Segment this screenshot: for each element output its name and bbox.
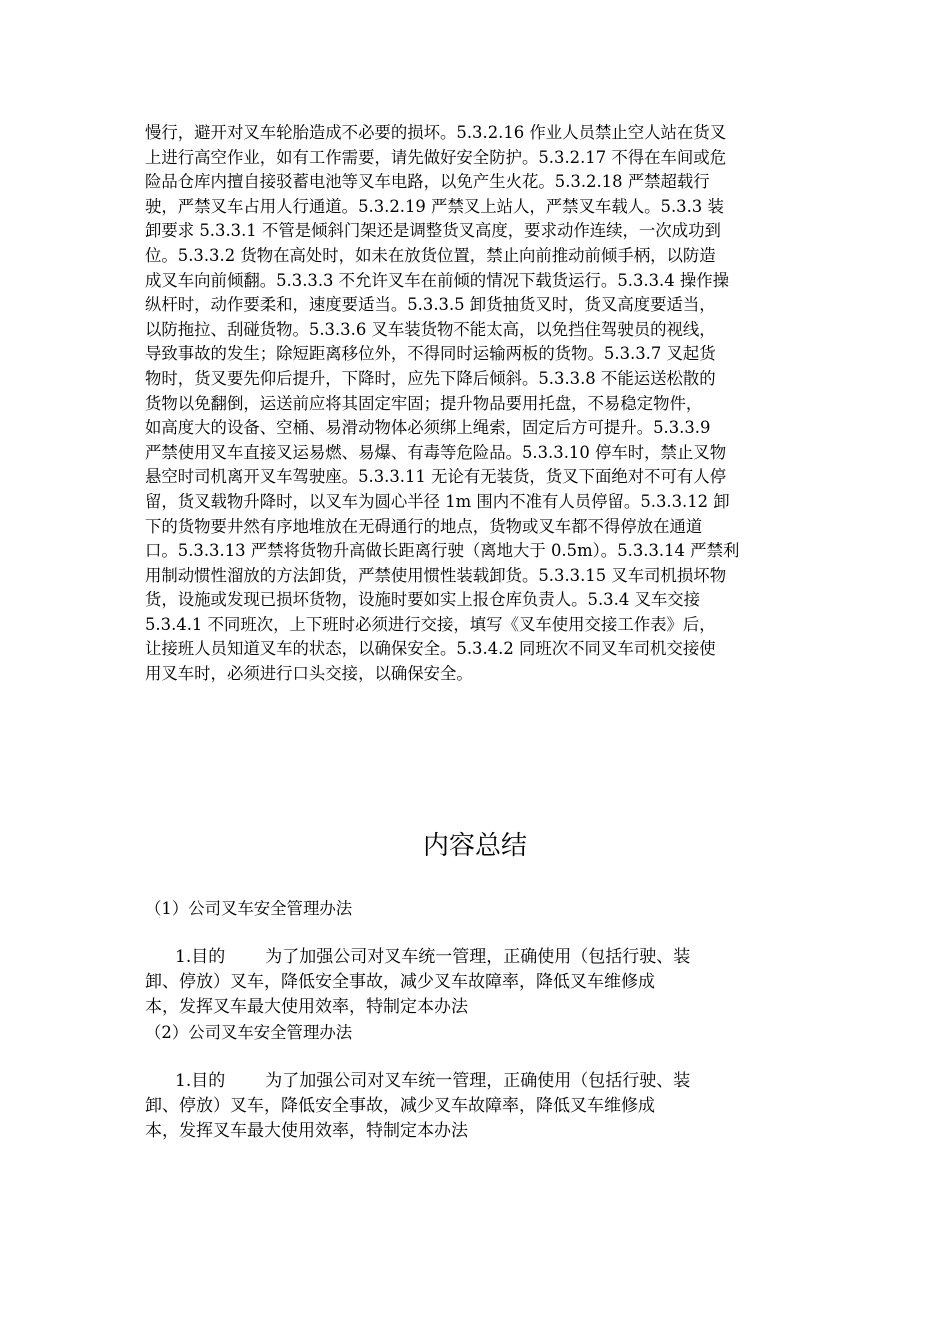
item-label: 1.目的 [175,947,226,967]
item-label: 1.目的 [175,1071,226,1091]
body-text [145,121,805,687]
body-line: 驶，严禁叉车占用人行通道。5.3.2.19 严禁叉上站人，严禁叉车载人。5.3.3 装 [145,196,724,216]
section-spacer [145,921,805,945]
body-line: 货物以免翻倒，运送前应将其固定牢固；提升物品要用托盘，不易稳定物件， [145,393,703,413]
body-line: 上进行高空作业，如有工作需要，请先做好安全防护。5.3.2.17 不得在车间或危 [145,147,727,167]
body-line: 成叉车向前倾翻。5.3.3.3 不允许叉车在前倾的情况下载货运行。5.3.3.4 操作操 [145,270,730,290]
body-line: 物时，货叉要先仰后提升，下降时，应先下降后倾斜。5.3.3.8 不能运送松散的 [145,368,716,388]
body-line: 悬空时司机离开叉车驾驶座。5.3.3.11 无论有无装货，货叉下面绝对不可有人停 [145,467,727,487]
section-line: 卸、停放）叉车，降低安全事故，减少叉车故障率，降低叉车维修成 [145,972,655,992]
section-spacer [145,1045,805,1069]
body-line: 慢行，避开对叉车轮胎造成不必要的损坏。5.3.2.16 作业人员禁止空人站在货叉 [145,123,727,142]
body-line: 以防拖拉、刮碰货物。5.3.3.6 叉车装货物不能太高，以免挡住驾驶员的视线， [145,319,716,339]
section-heading: （1）公司叉车安全管理办法 [145,899,353,918]
section-line: 本，发挥叉车最大使用效率，特制定本办法 [145,1121,468,1141]
body-line: 如高度大的设备、空桶、易滑动物体必须绑上绳索，固定后方可提升。5.3.3.9 [145,418,711,438]
body-line: 位。5.3.3.2 货物在高处时，如未在放货位置，禁止向前推动前倾手柄，以防造 [145,245,716,265]
body-line: 留，货叉载物升降时，以叉车为圆心半径 1m 围内不准有人员停留。5.3.3.12 卸 [145,491,730,511]
body-line: 用制动惯性溜放的方法卸货，严禁使用惯性装载卸货。5.3.3.15 叉车司机损坏物 [145,565,727,585]
body-line: 险品仓库内擅自接驳蓄电池等叉车电路，以免产生火花。5.3.2.18 严禁超载行 [145,172,710,192]
body-line: 下的货物要井然有序地堆放在无碍通行的地点，货物或叉车都不得停放在通道 [145,516,703,536]
body-line: 导致事故的发生；除短距离移位外，不得同时运输两板的货物。5.3.3.7 叉起货 [145,344,716,364]
body-line: 让接班人员知道叉车的状态，以确保安全。5.3.4.2 同班次不同叉车司机交接使 [145,639,716,659]
summary-section-2 [145,1021,805,1144]
body-line: 卸要求 5.3.3.1 不管是倾斜门架还是调整货叉高度，要求动作连续，一次成功到 [145,221,721,241]
body-line: 严禁使用叉车直接叉运易燃、易爆、有毒等危险品。5.3.3.10 停车时，禁止叉物 [145,442,727,462]
body-line: 用叉车时，必须进行口头交接，以确保安全。 [145,664,473,684]
item-text: 为了加强公司对叉车统一管理，正确使用（包括行驶、装 [265,1071,691,1091]
summary-section-1 [145,897,805,1020]
section-heading: （2）公司叉车安全管理办法 [145,1023,353,1042]
section-first-line [145,945,805,970]
body-line: 5.3.4.1 不同班次，上下班时必须进行交接，填写《叉车使用交接工作表》后， [145,614,716,634]
section-line: 本，发挥叉车最大使用效率，特制定本办法 [145,997,468,1017]
body-line: 口。5.3.3.13 严禁将货物升高做长距离行驶（离地大于 0.5m）。5.3.3.14 严禁利 [145,541,740,561]
section-line: 卸、停放）叉车，降低安全事故，减少叉车故障率，降低叉车维修成 [145,1096,655,1116]
item-text: 为了加强公司对叉车统一管理，正确使用（包括行驶、装 [265,947,691,967]
body-line: 货，设施或发现已损坏货物，设施时要如实上报仓库负责人。5.3.4 叉车交接 [145,590,701,610]
summary-title: 内容总结 [422,831,527,861]
section-first-line [145,1069,805,1094]
body-line: 纵杆时，动作要柔和，速度要适当。5.3.3.5 卸货抽货叉时，货叉高度要适当， [145,295,716,315]
